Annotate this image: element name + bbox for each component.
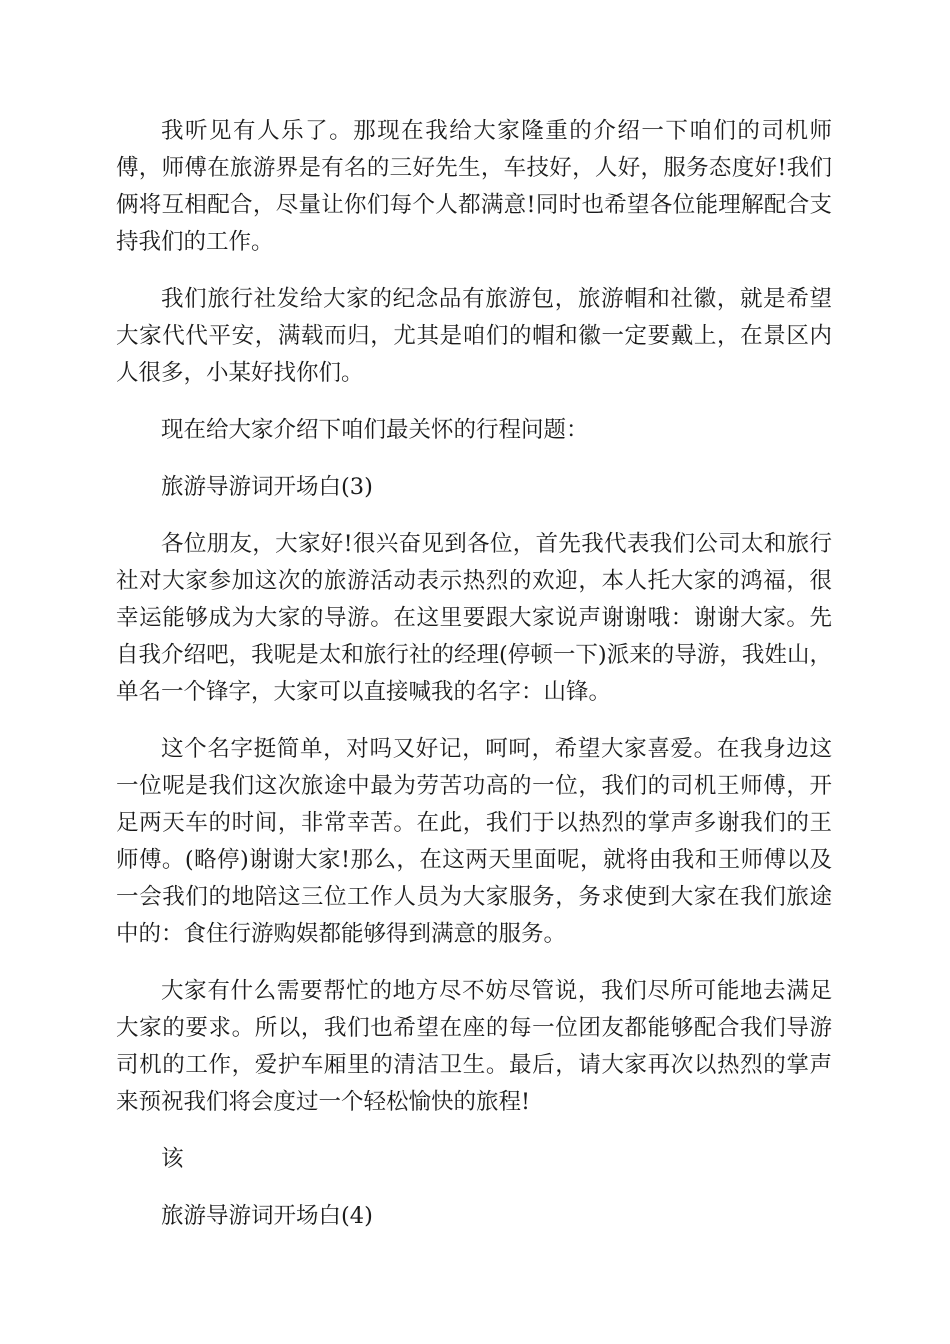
paragraph-fragment: 该 [161,1146,184,1172]
paragraph-itinerary: 现在给大家介绍下咱们最关怀的行程问题： [161,417,589,443]
section-heading-3: 旅游导游词开场白(3) [161,474,373,500]
paragraph-requests: 大家有什么需要帮忙的地方尽不妨尽管说，我们尽所可能地去满足大家的要求。所以，我们也希望在座的每一位团友都能够配合我们导游司机的工作，爱护车厢里的清洁卫生。最后，请大家再次以热烈的掌声来预祝我们将会度过一个轻松愉快的旅程! [116,978,832,1115]
paragraph-souvenirs: 我们旅行社发给大家的纪念品有旅游包，旅游帽和社徽，就是希望大家代代平安，满载而归，尤其是咱们的帽和徽一定要戴上，在景区内人很多，小某好找你们。 [116,286,832,386]
paragraph-driver-wang: 这个名字挺简单，对吗又好记，呵呵，希望大家喜爱。在我身边这一位呢是我们这次旅途中最为劳苦功高的一位，我们的司机王师傅，开足两天车的时间，非常幸苦。在此，我们于以热烈的掌声多谢我们的王师傅。(略停)谢谢大家!那么，在这两天里面呢，就将由我和王师傅以及一会我们的地陪这三位工作人员为大家服务，务求使到大家在我们旅途中的：食住行游购娱都能够得到满意的服务。 [116,736,832,947]
document-body [116,113,832,1255]
section-heading-4: 旅游导游词开场白(4) [161,1203,373,1229]
paragraph-welcome: 各位朋友，大家好!很兴奋见到各位，首先我代表我们公司太和旅行社对大家参加这次的旅游活动表示热烈的欢迎，本人托大家的鸿福，很幸运能够成为大家的导游。在这里要跟大家说声谢谢哦：谢谢大家。先自我介绍吧，我呢是太和旅行社的经理(停顿一下)派来的导游，我姓山，单名一个锋字，大家可以直接喊我的名字：山锋。 [116,531,832,705]
paragraph-driver-intro: 我听见有人乐了。那现在我给大家隆重的介绍一下咱们的司机师傅，师傅在旅游界是有名的三好先生，车技好，人好，服务态度好!我们俩将互相配合，尽量让你们每个人都满意!同时也希望各位能理解配合支持我们的工作。 [116,118,832,255]
